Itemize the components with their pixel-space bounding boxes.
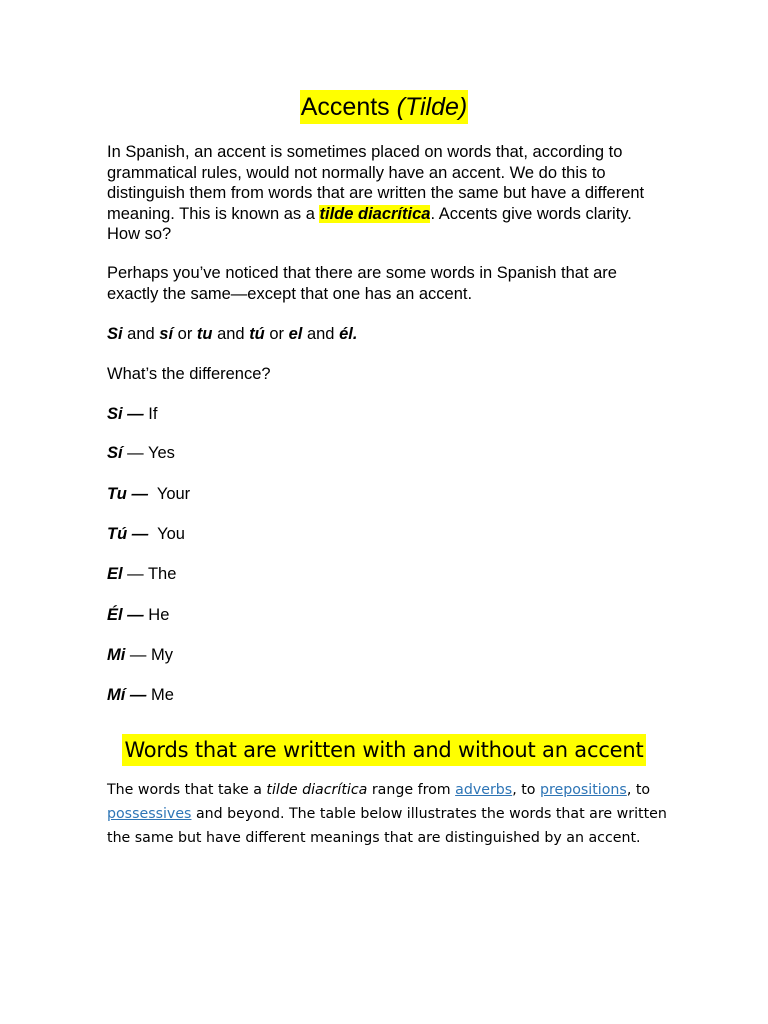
comparison-sep-3: and <box>212 325 250 343</box>
section-text-4: , to <box>626 782 651 798</box>
comparison-word-2: sí <box>159 325 174 343</box>
pair-si-accent <box>107 443 175 463</box>
pair-mi <box>107 645 173 665</box>
comparison-word-6: él. <box>339 325 358 343</box>
pair-word: Él — <box>107 606 144 624</box>
section-italic-term: tilde diacrítica <box>266 782 368 798</box>
section-text-3: , to <box>512 782 540 798</box>
pair-word: Tu — <box>107 485 148 503</box>
pair-word: Tú — <box>107 525 149 543</box>
pair-word: Mí — <box>107 686 147 704</box>
adverbs-link[interactable]: adverbs <box>455 782 513 798</box>
comparison-sep-5: and <box>302 325 340 343</box>
pair-meaning: You <box>148 525 185 543</box>
section-text-1: The words that take a <box>107 782 267 798</box>
comparison-word-5: el <box>288 325 303 343</box>
comparison-sep-4: or <box>264 325 289 343</box>
title-paren: (Tilde) <box>396 93 468 121</box>
section-text-2: range from <box>367 782 456 798</box>
pair-word: Si — <box>107 405 144 423</box>
noticed-paragraph: Perhaps you’ve noticed that there are some words in Spanish that are exactly the same—except that one has an accent. <box>107 264 617 303</box>
title-main: Accents <box>300 93 397 121</box>
page-title <box>300 90 469 124</box>
section-text-5: and beyond. The table below illustrates the words that are written the same but have different meanings that are distinguished by an accent. <box>107 806 667 846</box>
pair-word: Mi <box>107 646 126 664</box>
pair-si <box>107 404 157 424</box>
pair-meaning: If <box>143 405 158 423</box>
comparison-word-4: tú <box>249 325 265 343</box>
pair-meaning: He <box>143 606 170 624</box>
comparison-sep-1: and <box>122 325 160 343</box>
pair-meaning: Me <box>146 686 174 704</box>
intro-text-after: . Accents give words clarity. How so? <box>107 204 632 243</box>
pair-meaning: — The <box>122 565 177 583</box>
pair-meaning: — Yes <box>122 444 175 462</box>
pair-mi-accent <box>107 685 174 705</box>
possessives-link[interactable]: possessives <box>107 806 192 822</box>
prepositions-link[interactable]: prepositions <box>539 782 627 798</box>
comparison-word-3: tu <box>196 325 213 343</box>
pair-el <box>107 564 176 584</box>
section-body-paragraph <box>107 778 667 850</box>
title-container <box>0 90 768 124</box>
pair-tu <box>107 484 190 504</box>
pair-meaning: — My <box>125 646 174 664</box>
comparison-word-1: Si <box>107 325 123 343</box>
section-heading: Words that are written with and without an accent <box>122 734 645 766</box>
pair-word: Sí <box>107 444 123 462</box>
intro-paragraph <box>107 142 667 245</box>
section-heading-container <box>0 734 768 766</box>
comparison-sep-2: or <box>173 325 197 343</box>
tilde-diacritica-highlight: tilde diacrítica <box>319 204 431 223</box>
pair-word: El <box>107 565 123 583</box>
pair-meaning: Your <box>147 485 191 503</box>
question-line: What’s the difference? <box>107 365 271 383</box>
comparison-line <box>107 324 667 345</box>
pair-tu-accent <box>107 524 185 544</box>
pair-el-accent <box>107 605 169 625</box>
intro-text-before: In Spanish, an accent is sometimes placed on words that, according to grammatical rules, would not normally have an accent. We do this to distinguish them from words that are written the same but have a different meaning. This is known as a <box>107 143 645 223</box>
